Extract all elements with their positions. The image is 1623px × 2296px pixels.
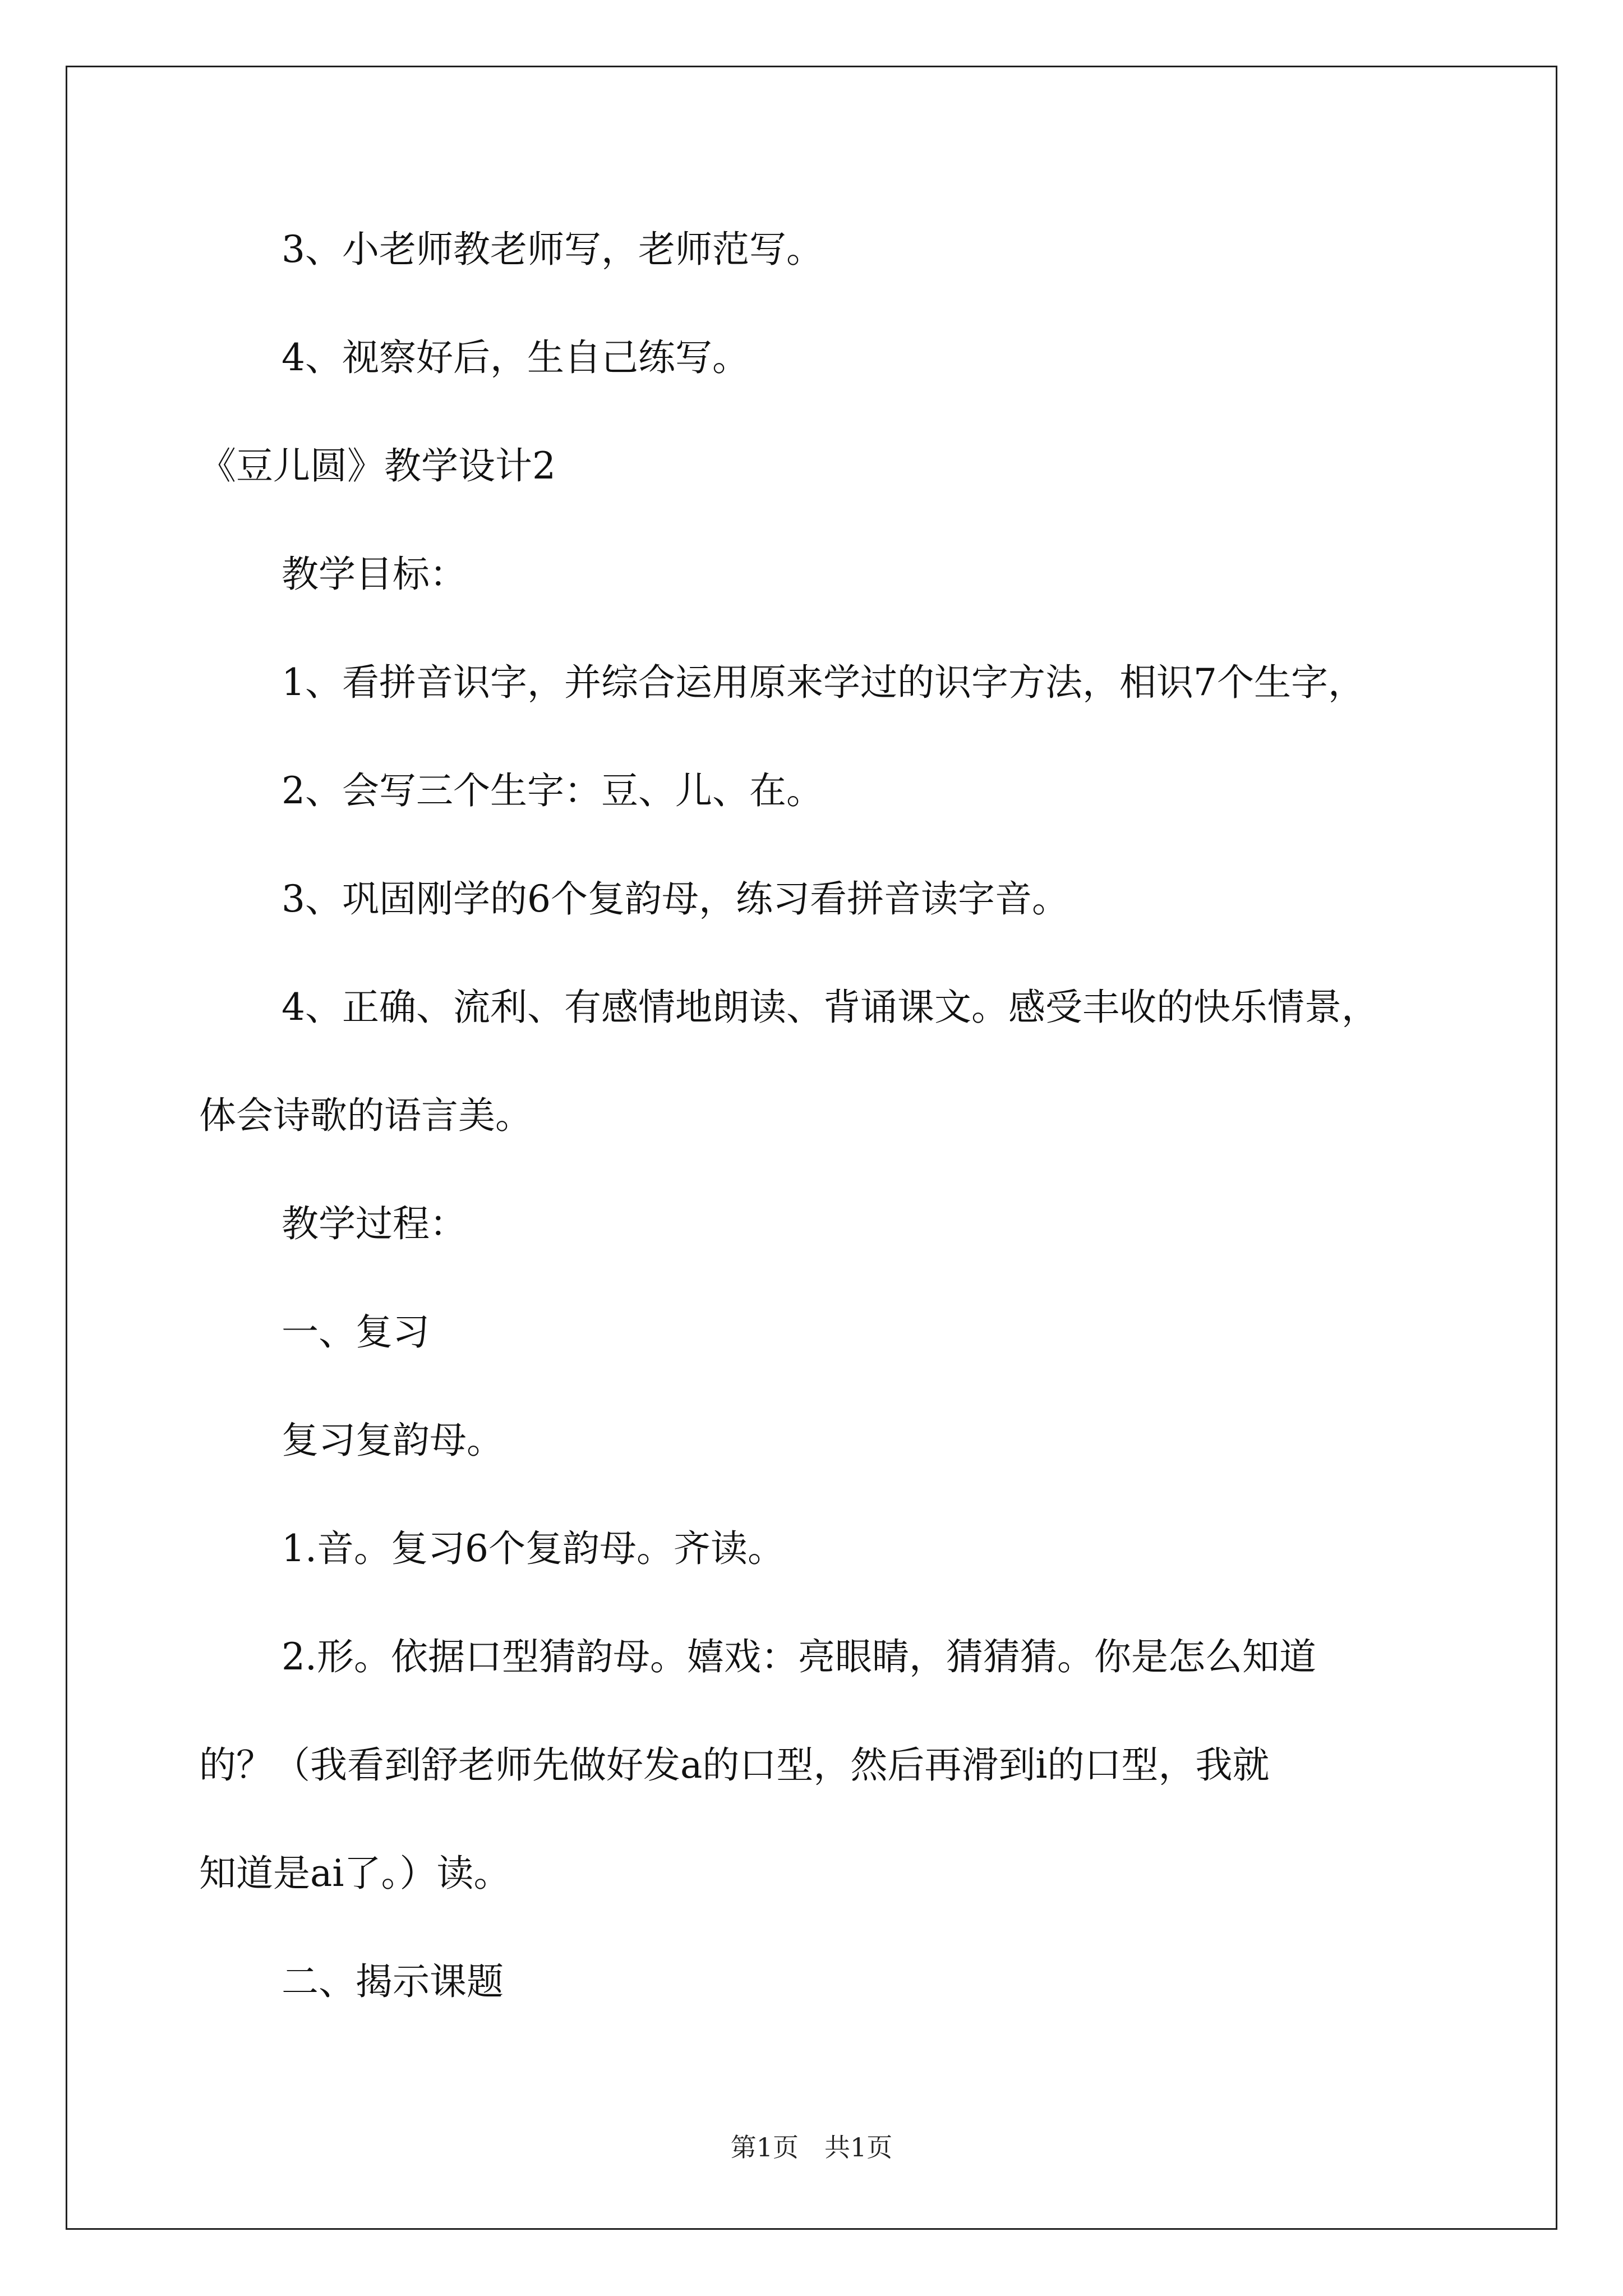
text-line: 3、巩固刚学的6个复韵母，练习看拼音读字音。 <box>282 877 1069 921</box>
text-line: 教学过程： <box>282 1202 467 1245</box>
text-line: 教学目标： <box>282 553 467 596</box>
page-footer: 第1页 共1页 <box>730 2132 893 2162</box>
text-line: 体会诗歌的语言美。 <box>199 1094 532 1137</box>
text-line: 二、揭示课题 <box>282 1960 504 2003</box>
text-line: 一、复习 <box>282 1310 430 1354</box>
section-title: 《豆儿圆》教学设计2 <box>199 444 556 487</box>
text-line: 知道是ai了。）读。 <box>199 1852 511 1895</box>
text-line: 2、会写三个生字：豆、儿、在。 <box>282 769 823 812</box>
text-line: 1.音。复习6个复韵母。齐读。 <box>282 1527 785 1570</box>
page-border <box>66 66 1557 2230</box>
text-line: 4、正确、流利、有感情地朗读、背诵课文。感受丰收的快乐情景， <box>282 986 1378 1029</box>
text-line: 2.形。依据口型猜韵母。嬉戏：亮眼睛，猜猜猜。你是怎么知道 <box>282 1635 1316 1678</box>
text-line: 复习复韵母。 <box>282 1419 504 1462</box>
text-line: 3、小老师教老师写，老师范写。 <box>282 228 823 271</box>
text-line: 的？（我看到舒老师先做好发a的口型，然后再滑到i的口型，我就 <box>199 1743 1270 1787</box>
text-line: 4、视察好后，生自己练写。 <box>282 336 749 379</box>
text-line: 1、看拼音识字，并综合运用原来学过的识字方法，相识7个生字， <box>282 661 1365 704</box>
